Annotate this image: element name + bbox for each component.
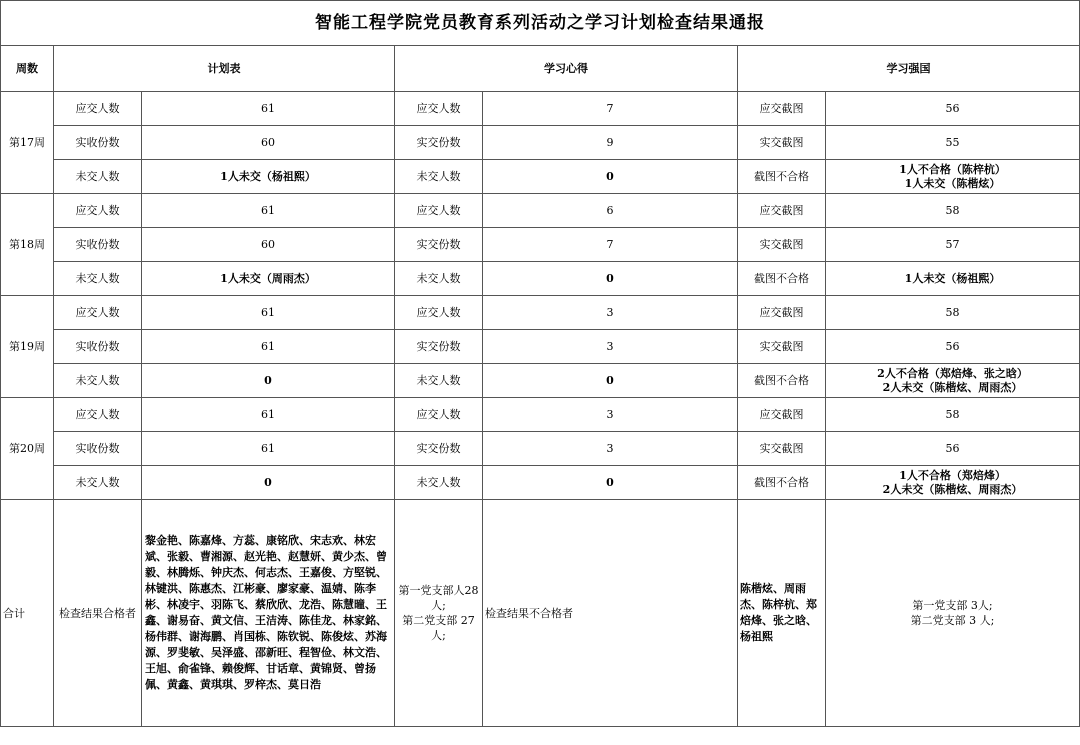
plan-value: 0 [142, 466, 395, 500]
xuexi-value: 56 [826, 432, 1080, 466]
week-label: 第17周 [1, 92, 54, 194]
plan-label: 应交人数 [54, 194, 142, 228]
xuexi-value-line: 2人不合格（郑焙烽、张之晗） [877, 366, 1028, 380]
plan-label: 未交人数 [54, 364, 142, 398]
notes-value: 9 [483, 126, 738, 160]
xuexi-value: 56 [826, 330, 1080, 364]
notes-value: 0 [483, 364, 738, 398]
notes-label: 未交人数 [395, 160, 483, 194]
plan-value: 1人未交（周雨杰） [142, 262, 395, 296]
notes-label: 应交人数 [395, 92, 483, 126]
notes-label: 实交份数 [395, 330, 483, 364]
plan-value: 61 [142, 296, 395, 330]
plan-value: 61 [142, 432, 395, 466]
notes-value: 6 [483, 194, 738, 228]
xuexi-label: 应交截图 [738, 194, 826, 228]
plan-value: 60 [142, 228, 395, 262]
fail-branch-counts [826, 500, 1080, 727]
xuexi-value-line: 2人未交（陈楷炫、周雨杰） [882, 380, 1023, 394]
branch1-fail-count: 第一党支部 3人; [912, 599, 993, 612]
notes-label: 未交人数 [395, 262, 483, 296]
xuexi-value-line: 1人未交（陈楷炫） [904, 176, 1001, 190]
week-label: 第20周 [1, 398, 54, 500]
notes-value: 7 [483, 228, 738, 262]
plan-value: 0 [142, 364, 395, 398]
xuexi-value: 57 [826, 228, 1080, 262]
xuexi-value: 56 [826, 92, 1080, 126]
xuexi-value-line: 1人不合格（郑焙烽） [899, 468, 1006, 482]
xuexi-value: 58 [826, 296, 1080, 330]
notes-label: 实交份数 [395, 126, 483, 160]
plan-label: 应交人数 [54, 398, 142, 432]
notes-value: 3 [483, 330, 738, 364]
week-label: 第18周 [1, 194, 54, 296]
notes-value: 3 [483, 432, 738, 466]
xuexi-label: 应交截图 [738, 398, 826, 432]
xuexi-label: 实交截图 [738, 330, 826, 364]
notes-value: 7 [483, 92, 738, 126]
branch2-pass-count: 第二党支部 27人; [402, 614, 475, 642]
xuexi-label: 截图不合格 [738, 262, 826, 296]
plan-label: 应交人数 [54, 92, 142, 126]
xuexi-value [826, 160, 1080, 194]
xuexi-value [826, 364, 1080, 398]
xuexi-value: 58 [826, 194, 1080, 228]
week-label: 第19周 [1, 296, 54, 398]
notes-label: 应交人数 [395, 194, 483, 228]
report-title: 智能工程学院党员教育系列活动之学习计划检查结果通报 [1, 1, 1080, 46]
pass-label: 检查结果合格者 [54, 500, 142, 727]
branch1-pass-count: 第一党支部人28人; [398, 584, 479, 612]
plan-value: 60 [142, 126, 395, 160]
notes-value: 0 [483, 466, 738, 500]
header-week: 周数 [1, 46, 54, 92]
branch2-fail-count: 第二党支部 3 人; [910, 614, 995, 627]
plan-value: 1人未交（杨祖熙） [142, 160, 395, 194]
notes-label: 未交人数 [395, 466, 483, 500]
xuexi-value: 1人未交（杨祖熙） [826, 262, 1080, 296]
xuexi-label: 实交截图 [738, 126, 826, 160]
notes-label: 应交人数 [395, 296, 483, 330]
header-xuexi: 学习强国 [738, 46, 1080, 92]
plan-label: 未交人数 [54, 262, 142, 296]
xuexi-value: 55 [826, 126, 1080, 160]
notes-value: 0 [483, 262, 738, 296]
plan-label: 未交人数 [54, 466, 142, 500]
xuexi-value: 58 [826, 398, 1080, 432]
fail-names: 陈楷炫、周雨杰、陈梓杭、郑焙烽、张之晗、杨祖熙 [738, 500, 826, 727]
xuexi-value-line: 1人不合格（陈梓杭） [899, 162, 1006, 176]
xuexi-label: 实交截图 [738, 228, 826, 262]
xuexi-label: 截图不合格 [738, 160, 826, 194]
plan-label: 实收份数 [54, 126, 142, 160]
plan-label: 实收份数 [54, 228, 142, 262]
plan-label: 应交人数 [54, 296, 142, 330]
notes-value: 3 [483, 398, 738, 432]
notes-value: 3 [483, 296, 738, 330]
header-notes: 学习心得 [395, 46, 738, 92]
notes-label: 未交人数 [395, 364, 483, 398]
plan-value: 61 [142, 194, 395, 228]
xuexi-value [826, 466, 1080, 500]
xuexi-label: 应交截图 [738, 92, 826, 126]
xuexi-label: 应交截图 [738, 296, 826, 330]
notes-label: 实交份数 [395, 228, 483, 262]
plan-label: 实收份数 [54, 330, 142, 364]
plan-value: 61 [142, 330, 395, 364]
total-label: 合计 [1, 500, 54, 727]
xuexi-value-line: 2人未交（陈楷炫、周雨杰） [882, 482, 1023, 496]
fail-label: 检查结果不合格者 [483, 500, 738, 727]
xuexi-label: 实交截图 [738, 432, 826, 466]
pass-names: 黎金艳、陈嘉烽、方蕊、康铭欣、宋志欢、林宏斌、张毅、曹湘源、赵光艳、赵慧妍、黄少杰、曾毅、林腾烁、钟庆杰、何志杰、王嘉俊、方堅锐、林键洪、陈惠杰、江彬豪、廖家豪、温婧、陈李彬、林凌宇、羽陈飞、蔡欣欣、龙浩、陈慧曈、王鑫、谢易奋、黄文信、王洁涛、陈佳龙、林家銘、杨伟群、谢海鹏、肖国栋、陈钦锐、陈俊炫、苏海源、罗斐敏、吴泽盛、邵新旺、程智俭、林文浩、王旭、俞雀锋、赖俊辉、甘话章、黄锦贤、曾扬佩、黄鑫、黄琪琪、罗梓杰、莫日浩 [142, 500, 395, 727]
plan-label: 实收份数 [54, 432, 142, 466]
xuexi-label: 截图不合格 [738, 466, 826, 500]
xuexi-label: 截图不合格 [738, 364, 826, 398]
header-plan: 计划表 [54, 46, 395, 92]
notes-label: 实交份数 [395, 432, 483, 466]
pass-branch-counts [395, 500, 483, 727]
notes-label: 应交人数 [395, 398, 483, 432]
plan-value: 61 [142, 398, 395, 432]
plan-label: 未交人数 [54, 160, 142, 194]
notes-value: 0 [483, 160, 738, 194]
plan-value: 61 [142, 92, 395, 126]
